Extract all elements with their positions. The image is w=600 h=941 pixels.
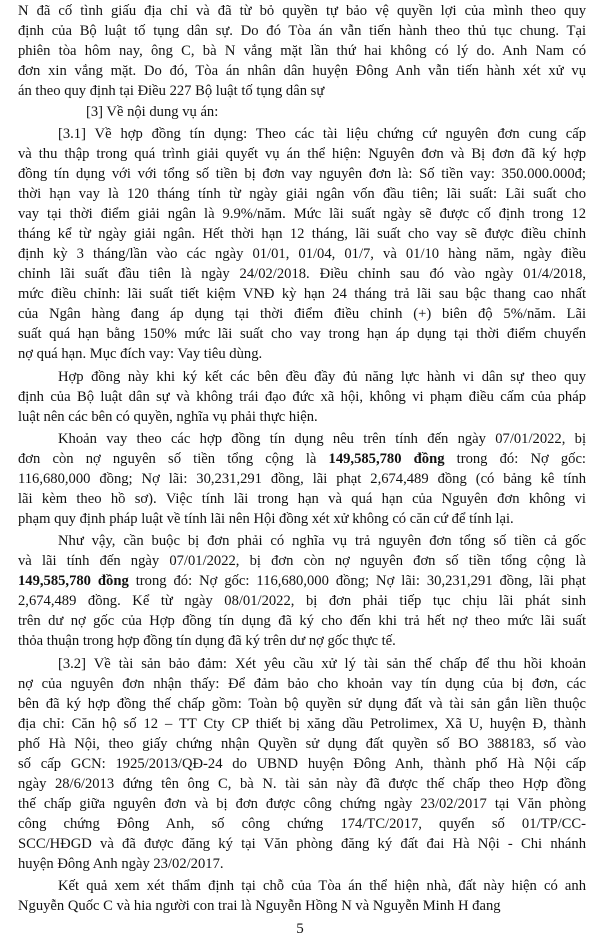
- text-line: [3.2] Về tài sản bảo đảm: Xét yêu cầu xử lý tài sản thế chấp để thu hồi khoản: [58, 656, 586, 672]
- text-line: 149,585,780 đồng trong đó: Nợ gốc: 116,680,000 đồng; Nợ lãi: 30,231,291 đồng, lãi phạt: [18, 573, 586, 589]
- text-line: bên đã ký hợp đồng thế chấp gồm: Toàn bộ quyền sử dụng đất và tài sản gắn liền thuộc: [18, 696, 586, 712]
- text-line: đồng tín dụng với với tổng số tiền bị đơn vay nguyên đơn là: Số tiền vay: 350.000.000đ;: [18, 166, 586, 182]
- text-line: Hợp đồng này khi ký kết các bên đều đầy đủ năng lực hành vi dân sự theo quy: [58, 369, 586, 385]
- text-line: và lãi tính đến ngày 07/01/2022, bị đơn còn nợ nguyên đơn số tiền tổng cộng là: [18, 553, 586, 569]
- text-line: 116,680,000 đồng; Nợ lãi: 30,231,291 đồng, lãi phạt 2,674,489 đồng (có bảng kê tính: [18, 471, 586, 487]
- text-line: thỏa thuận trong hợp đồng tín dụng đã ký trên dư nợ gốc thực tế.: [18, 633, 396, 649]
- text-line: phạm quy định pháp luật về tính lãi nên Hội đồng xét xử không có căn cứ để tính lại.: [18, 511, 514, 527]
- text-line: định của Bộ luật dân sự và không trái đạo đức xã hội, không vi phạm điều cấm của pháp: [18, 389, 586, 405]
- page-number: 5: [296, 921, 304, 937]
- text-line: nợ quá hạn. Mục đích vay: Vay tiêu dùng.: [18, 346, 263, 362]
- text-line: suất quá hạn bằng 150% mức lãi suất cho vay trong hạn áp dụng tại thời điểm chuyển: [18, 326, 586, 342]
- text-line: [3] Về nội dung vụ án:: [86, 104, 219, 120]
- text-line: [3.1] Về hợp đồng tín dụng: Theo các tài liệu chứng cứ nguyên đơn cung cấp: [58, 126, 586, 142]
- text-line: phiên tòa hôm nay, ông C, bà N vắng mặt lần thứ hai không có lý do. Anh Nam có: [18, 43, 586, 59]
- text-line: SCC/HĐGD và đã được đăng ký tại Văn phòng đăng ký đất đai Hà Nội - Chi nhánh: [18, 836, 586, 852]
- text-line: thời hạn vay là 120 tháng tính từ ngày giải ngân vốn đầu tiên; lãi suất: Lãi suất cho: [18, 186, 586, 202]
- text-line: chỉnh lãi suất đầu tiên là ngày 24/02/2018. Điều chỉnh sau đó vào ngày 01/4/2018,: [18, 266, 586, 282]
- text-line: huyện Đông Anh ngày 23/02/2017.: [18, 856, 224, 872]
- text-line: trên dư nợ gốc của Hợp đồng tín dụng đã ký cho đến khi trả hết nợ theo mức lãi suất: [18, 613, 586, 629]
- text-line: N đã cố tình giấu địa chỉ và đã từ bỏ quyền tự bảo vệ quyền lợi của mình theo quy: [18, 3, 586, 19]
- text-line: Khoản vay theo các hợp đồng tín dụng nêu trên tính đến ngày 07/01/2022, bị: [58, 431, 586, 447]
- text-line: án theo quy định tại Điều 227 Bộ luật tố tụng dân sự: [18, 83, 325, 99]
- text-line: địa chỉ: Căn hộ số 12 – TT Cty CP thiết bị xăng dầu Petrolimex, Xã U, huyện Đ, thành: [18, 716, 586, 732]
- text-line: ngày 28/6/2013 đứng tên ông C, bà N. tài sản này đã được thế chấp theo Hợp đồng: [18, 776, 586, 792]
- text-line: công chứng Đông Anh, số công chứng 174/TC/2017, quyển số 01/TP/CC-: [18, 816, 586, 832]
- text-line: và thu thập trong quá trình giải quyết vụ án thể hiện: Nguyên đơn và Bị đơn đã ký hợp: [18, 146, 586, 162]
- bold-amount: 149,585,780 đồng: [18, 573, 129, 589]
- text-line: 2,674,489 đồng. Kể từ ngày 08/01/2022, bị đơn phải tiếp tục chịu lãi phát sinh: [18, 593, 586, 609]
- text-line: thế chấp giữa nguyên đơn và bị đơn được công chứng ngày 23/02/2017 tại Văn phòng: [18, 796, 586, 812]
- text-line: vay tại thời điểm giải ngân là 9.9%/năm. Mức lãi suất ngày sẽ được cố định trong 12: [18, 206, 586, 222]
- text-line: định kỳ 3 tháng/lần vào các ngày 01/01, 01/04, 01/7, và 01/10 hàng năm, ngày điều: [18, 246, 586, 262]
- text-line: tháng kể từ ngày giải ngân. Hết thời hạn 12 tháng, lãi suất cho vay sẽ được điều chỉnh: [18, 226, 586, 242]
- bold-amount: 149,585,780 đồng: [328, 451, 445, 467]
- text-line: số cấp GCN: 1925/2013/QĐ-24 do UBND huyện Đông Anh, thành phố Hà Nội cấp: [18, 756, 586, 772]
- text-line: đơn còn nợ nguyên số tiền tổng cộng là 149,585,780 đồng trong đó: Nợ gốc:: [18, 451, 586, 467]
- text-line: định của Bộ luật tố tụng dân sự. Do đó Tòa án vẫn tiến hành theo thủ tục chung. Tại: [18, 23, 586, 39]
- text-line: mức điều chỉnh: lãi suất tiết kiệm VNĐ kỳ hạn 24 tháng trả lãi sau bậc thang cao nhất: [18, 286, 586, 302]
- text-line: của Ngân hàng đang áp dụng tại thời điểm điều chỉnh (+) biên độ 5%/năm. Lãi: [18, 306, 586, 322]
- text-line: đơn xin vắng mặt. Do đó, Tòa án nhân dân huyện Đông Anh vẫn tiến hành xét xử vụ: [18, 63, 586, 79]
- text-line: luật nên các bên có quyền, nghĩa vụ phải thực hiện.: [18, 409, 318, 425]
- text-line: Kết quả xem xét thẩm định tại chỗ của Tòa án thể hiện nhà, đất này hiện có anh: [58, 878, 586, 894]
- text-line: nợ của nguyên đơn nhận thấy: Để đảm bảo cho khoản vay tín dụng của bị đơn, các: [18, 676, 586, 692]
- text-line: Như vậy, cần buộc bị đơn phải có nghĩa vụ trả nguyên đơn tổng số tiền cả gốc: [58, 533, 586, 549]
- text-line: phố Hà Nội, theo giấy chứng nhận Quyền sử dụng đất quyền số BO 388183, số vào: [18, 736, 586, 752]
- text-line: Nguyễn Quốc C và hia người con trai là Nguyễn Hồng N và Nguyễn Minh H đang: [18, 898, 501, 914]
- text-line: lãi kèm theo hồ sơ). Việc tính lãi trong hạn và quá hạn của Nguyên đơn không vi: [18, 491, 586, 507]
